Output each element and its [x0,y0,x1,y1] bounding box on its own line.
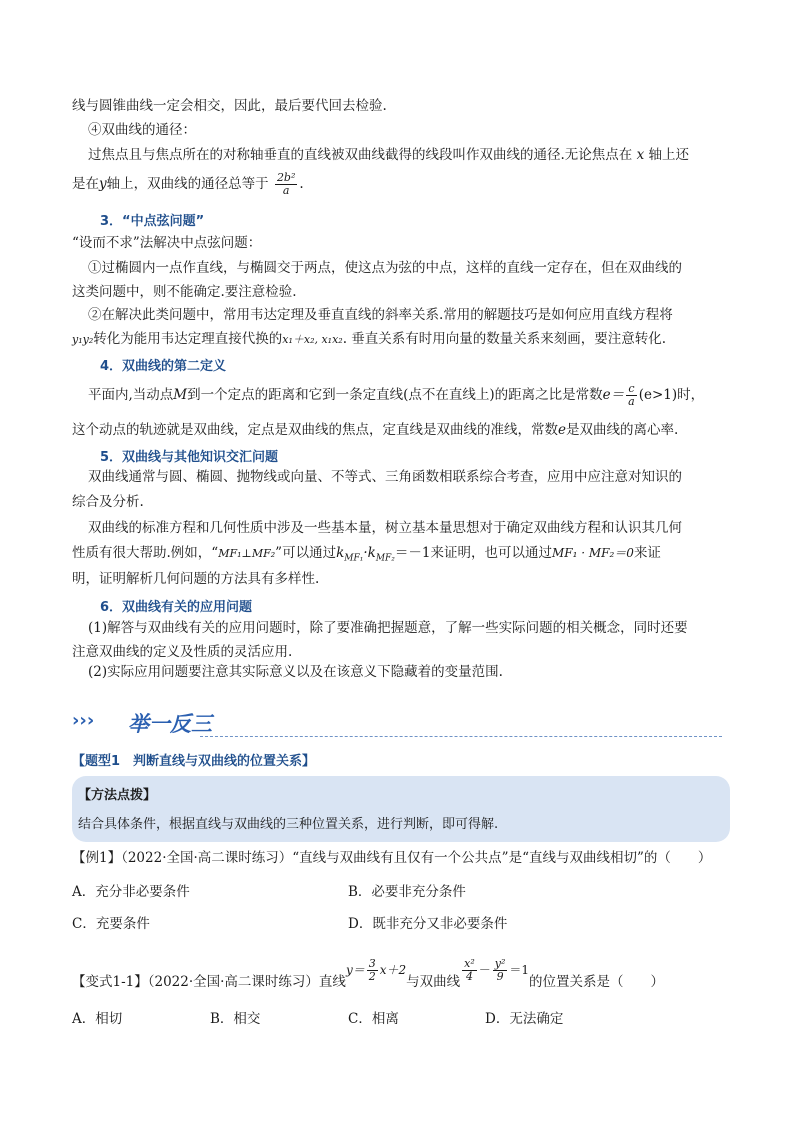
fraction-numerator: c [626,383,637,396]
text-span: 轴上，双曲线的通径总等于 [106,176,269,192]
text-span: ＝－1来证明，也可以通过 [394,545,552,561]
variable-e: e [558,422,566,438]
math-span: ·k [363,545,376,561]
text-span: (e>1)时， [638,387,705,403]
text-line [72,420,678,440]
text-line: 综合及分析. [72,494,144,510]
text-line: 双曲线通常与圆、椭圆、抛物线或向量、不等式、三角函数相联系综合考查，应用中应注意对知识的 [88,469,682,485]
text-span: 的位置关系是（ ） [529,974,665,990]
text-span: 是在 [72,176,99,192]
text-line: 线与圆锥曲线一定会相交，因此，最后要代回去检验. [72,98,387,114]
option-b[interactable]: B．必要非充分条件 [348,884,466,900]
fraction-denominator: 2 [368,970,376,983]
variant-option-a[interactable]: A．相切 [72,1011,123,1027]
option-c[interactable]: C．充要条件 [72,916,150,932]
fraction-numerator: 3 [368,957,376,970]
text-line [72,543,661,569]
text-span: 到一个定点的距离和它到一条定直线(点不在直线上)的距离之比是常数 [187,387,603,403]
text-line: 双曲线的标准方程和几何性质中涉及一些基本量，树立基本量思想对于确定双曲线方程和认识其几何 [88,520,682,536]
variable-x: x [636,147,645,163]
text-span: 轴上还 [648,147,690,163]
fraction-denominator: 4 [465,970,473,983]
method-title: 【方法点拨】 [78,788,157,803]
section-heading-3: 3．“中点弦问题” [100,214,205,229]
x-fraction [462,958,477,983]
math-span: － [478,963,491,977]
text-line: ②在解决此类问题中，常用韦达定理及垂直直线的斜率关系.常用的解题技巧是如何应用直线方程将 [88,307,673,323]
section-heading-4: 4．双曲线的第二定义 [100,359,227,374]
text-line: 这类问题中，则不能确定.要注意检验. [72,284,297,300]
variant-option-c[interactable]: C．相离 [348,1011,399,1027]
variant-option-b[interactable]: B．相交 [210,1011,261,1027]
fraction-denominator: 9 [496,970,504,983]
option-a[interactable]: A．充分非必要条件 [72,884,190,900]
section-heading-5: 5．双曲线与其他知识交汇问题 [100,450,279,465]
section-heading-6: 6．双曲线有关的应用问题 [100,600,253,615]
text-span: . [299,176,304,192]
math-span: x₁＋x₂, x₁x₂ [282,333,343,346]
variable-M: M [173,387,188,403]
banner-title: 举一反三 [128,712,212,736]
math-span: MF₁ · MF₂＝0 [552,546,634,560]
text-span: 是双曲线的离心率. [566,422,679,438]
text-line: (1)解答与双曲线有关的应用问题时，除了要准确把握题意，了解一些实际问题的相关概念，同时还要 [88,620,688,636]
text-line: “设而不求”法解决中点弦问题： [72,235,262,251]
topic-heading: 【题型1 判断直线与双曲线的位置关系】 [72,754,316,769]
text-line: ①过椭圆内一点作直线，与椭圆交于两点，使这点为弦的中点，这样的直线一定存在，但在双曲线的 [88,260,682,276]
method-box [72,776,730,842]
text-line: (2)实际应用问题要注意其实际意义以及在该意义下隐藏着的变量范围. [88,664,503,680]
math-subscript: MF₁ [344,553,364,564]
text-span: ”可以通过 [275,545,337,561]
latus-rectum-fraction [275,172,297,197]
text-line: ④双曲线的通径： [88,122,196,138]
divider [200,736,722,737]
variant-stem [72,957,665,1002]
text-span: 与双曲线 [406,974,461,990]
text-span: 过焦点且与焦点所在的对称轴垂直的直线被双曲线截得的线段叫作双曲线的通径.无论焦点在 [88,147,633,163]
slope-fraction [367,958,378,983]
text-span: 平面内,当动点 [88,387,174,403]
math-span: x＋2 [379,963,407,977]
text-span: 这个动点的轨迹就是双曲线，定点是双曲线的焦点，定直线是双曲线的准线，常数 [72,422,558,438]
fraction-denominator: a [628,395,635,408]
text-span: 性质有很大帮助.例如，“ [72,545,219,561]
text-line: 明，证明解析几何问题的方法具有多样性. [72,571,320,587]
line-equation [345,957,407,983]
fraction-numerator: x² [464,957,475,970]
text-span: 转化为能用韦达定理直接代换的 [93,331,283,347]
fraction-denominator: a [282,184,290,197]
math-span: ＝1 [509,963,530,977]
example-stem: 【例1】（2022·全国·高二课时练习）“直线与双曲线有且仅有一个公共点”是“直线与双曲线相切”的（ ） [72,850,712,866]
fraction-numerator: 2b² [276,171,296,184]
math-span: e＝ [602,387,625,403]
text-span: 【变式1-1】（2022·全国·高二课时练习）直线 [72,974,346,990]
text-span: . 垂直关系有时用向量的数量关系来刻画，要注意转化. [342,331,667,347]
math-span: y＝ [345,963,365,977]
text-line [72,329,666,350]
method-text: 结合具体条件，根据直线与双曲线的三种位置关系，进行判断，即可得解. [78,817,499,832]
hyperbola-equation [460,957,530,983]
variant-option-d[interactable]: D．无法确定 [485,1011,564,1027]
math-span: y₁y₂ [72,333,94,346]
math-span: MF₁⊥MF₂ [218,547,276,560]
math-span: k [336,545,345,561]
text-line [72,172,304,197]
fraction-numerator: y² [494,957,506,970]
math-subscript: MF₂ [375,553,395,564]
text-span: 来证 [633,545,661,561]
eccentricity-fraction [626,383,637,408]
banner-arrows-icon: ››› [72,710,95,731]
text-line [88,383,704,408]
variable-y: y [99,176,107,192]
text-line [88,145,689,165]
text-line: 注意双曲线的定义及性质的灵活应用. [72,644,293,660]
option-d[interactable]: D．既非充分又非必要条件 [348,916,508,932]
y-fraction [493,958,508,983]
